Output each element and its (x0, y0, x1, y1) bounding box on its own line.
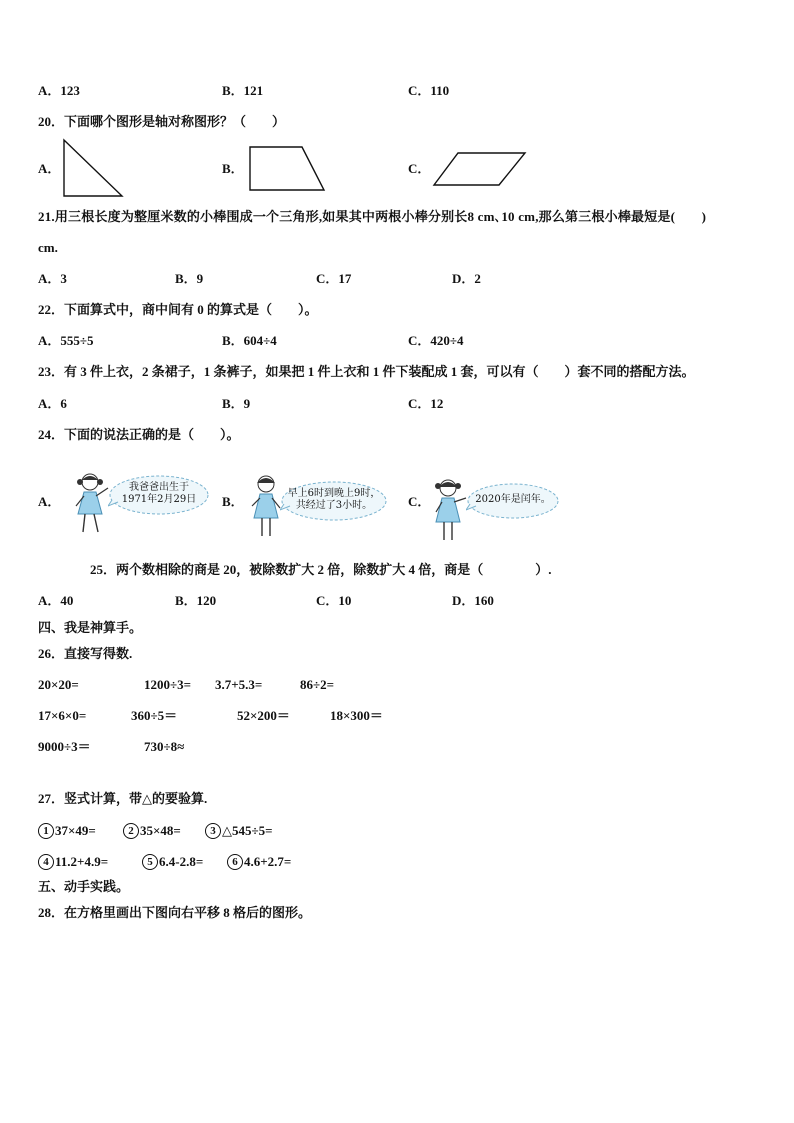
q21-stem-line1: 21.用三根长度为整厘米数的小棒围成一个三角形,如果其中两根小棒分别长8 cm､10 cm,那么第三根小棒最短是( ) (38, 209, 707, 224)
q25-option-c: C．10 (316, 593, 352, 608)
q28-stem: 28．在方格里画出下图向右平移 8 格后的图形。 (38, 905, 312, 920)
bubble-b-line2: 共经过了3小时。 (295, 500, 373, 511)
q26-expr: 18×300＝ (330, 708, 383, 723)
q27-expr: 11.2+4.9= (55, 854, 109, 870)
q27-item-4 (38, 853, 108, 870)
q19-option-a: A．123 (38, 83, 80, 98)
q19-option-c: C．110 (408, 83, 450, 98)
q26-expr: 730÷8≈ (144, 739, 185, 754)
q21-stem-line2: cm. (38, 240, 58, 255)
q20-option-a: A． (38, 161, 61, 176)
section-5-heading: 五、动手实践。 (38, 879, 130, 894)
bubble-b-line1: 早上6时到晚上9时， (287, 488, 381, 499)
circled-number: 4 (38, 854, 54, 870)
right-triangle-shape (62, 138, 126, 198)
parallelogram-shape (432, 151, 528, 187)
q26-expr: 20×20= (38, 677, 79, 692)
girl-illustration-c (432, 478, 468, 544)
q26-expr: 17×6×0= (38, 708, 87, 723)
q24-stem: 24．下面的说法正确的是（ ）。 (38, 427, 240, 442)
q27-expr: 4.6+2.7= (244, 854, 292, 870)
q27-item-6 (227, 853, 291, 870)
q20-stem: 20．下面哪个图形是轴对称图形？（ ） (38, 114, 286, 129)
q22-option-c: C．420÷4 (408, 333, 464, 348)
q27-item-2 (123, 822, 181, 839)
q24-option-b: B． (222, 494, 244, 509)
circled-number: 6 (227, 854, 243, 870)
circled-number: 2 (123, 823, 139, 839)
q26-expr: 1200÷3= (144, 677, 192, 692)
q27-expr: △545÷5= (222, 823, 273, 839)
bubble-c-line1: 2020年是闰年。 (475, 494, 551, 505)
q25-stem: 25．两个数相除的商是 20，被除数扩大 2 倍，除数扩大 4 倍，商是（ ）. (90, 562, 552, 577)
q23-option-b: B．9 (222, 396, 251, 411)
q23-option-a: A．6 (38, 396, 67, 411)
q25-option-b: B．120 (175, 593, 217, 608)
q25-option-d: D．160 (452, 593, 494, 608)
q25-option-a: A．40 (38, 593, 74, 608)
q27-expr: 6.4-2.8= (159, 854, 204, 870)
q21-option-c: C．17 (316, 271, 352, 286)
trapezoid-shape (248, 145, 328, 193)
q27-item-3 (205, 822, 273, 839)
section-4-heading: 四、我是神算手。 (38, 620, 143, 635)
bubble-a-line2: 1971年2月29日 (121, 494, 197, 505)
q27-expr: 37×49= (55, 823, 96, 839)
q26-stem: 26．直接写得数. (38, 646, 133, 661)
q24-option-c: C． (408, 494, 431, 509)
q27-expr: 35×48= (140, 823, 181, 839)
q21-option-b: B．9 (175, 271, 204, 286)
bubble-a-line1: 我爸爸出生于 (129, 482, 189, 493)
q21-option-d: D．2 (452, 271, 481, 286)
q26-expr: 3.7+5.3= (215, 677, 263, 692)
q27-item-1 (38, 822, 96, 839)
q21-option-a: A．3 (38, 271, 67, 286)
q24-option-a: A． (38, 494, 61, 509)
q20-option-b: B． (222, 161, 244, 176)
q22-option-a: A．555÷5 (38, 333, 94, 348)
circled-number: 5 (142, 854, 158, 870)
q26-expr: 360÷5＝ (131, 708, 178, 723)
q27-stem: 27．竖式计算，带△的要验算. (38, 791, 208, 806)
q23-stem: 23．有 3 件上衣，2 条裙子，1 条裤子，如果把 1 件上衣和 1 件下装配成 1 套，可以有（ ）套不同的搭配方法。 (38, 364, 695, 379)
girl-illustration-b (248, 474, 284, 540)
q22-option-b: B．604÷4 (222, 333, 277, 348)
q20-option-c: C． (408, 161, 431, 176)
circled-number: 1 (38, 823, 54, 839)
q19-option-b: B．121 (222, 83, 264, 98)
q23-option-c: C．12 (408, 396, 444, 411)
girl-illustration-a (72, 472, 112, 538)
circled-number: 3 (205, 823, 221, 839)
q22-stem: 22．下面算式中，商中间有 0 的算式是（ ）。 (38, 302, 318, 317)
q26-expr: 9000÷3＝ (38, 739, 91, 754)
q26-expr: 52×200＝ (237, 708, 290, 723)
q26-expr: 86÷2= (300, 677, 335, 692)
q27-item-5 (142, 853, 203, 870)
